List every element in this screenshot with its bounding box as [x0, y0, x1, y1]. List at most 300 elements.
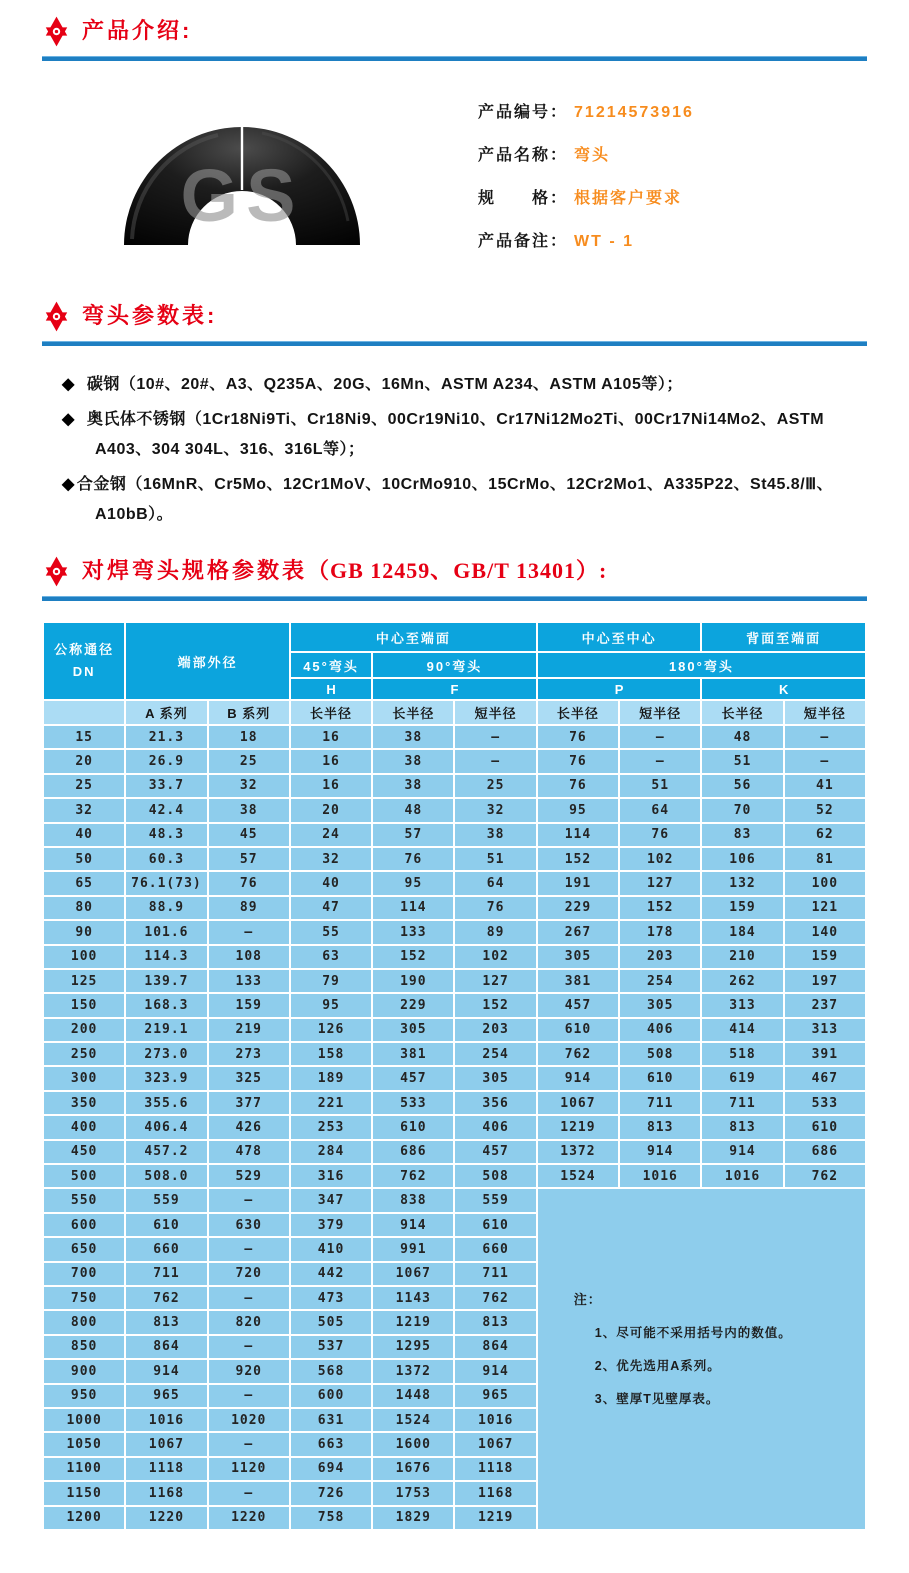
params-title: 弯头参数表:: [82, 303, 218, 329]
dn-cell: 25: [43, 774, 125, 798]
value-cell: 24: [290, 823, 372, 847]
value-cell: 26.9: [125, 749, 207, 773]
dn-cell: 80: [43, 896, 125, 920]
value-cell: 106: [701, 847, 783, 871]
value-cell: 619: [701, 1066, 783, 1090]
value-cell: 48.3: [125, 823, 207, 847]
value-cell: 762: [125, 1286, 207, 1310]
dn-cell: 300: [43, 1066, 125, 1090]
value-cell: 32: [290, 847, 372, 871]
table-row: [43, 1140, 866, 1164]
product-code-label: 产品编号：: [478, 104, 569, 121]
table-note-cell: [537, 1188, 866, 1529]
dn-unit: DN: [72, 664, 96, 679]
value-cell: 63: [290, 945, 372, 969]
dn-cell: 15: [43, 725, 125, 749]
value-cell: 820: [208, 1310, 290, 1334]
value-cell: 16: [290, 749, 372, 773]
materials-list: [42, 370, 867, 530]
value-cell: 64: [454, 871, 536, 895]
value-cell: 273.0: [125, 1042, 207, 1066]
value-cell: —: [208, 1335, 290, 1359]
value-cell: 76: [537, 749, 619, 773]
value-cell: 813: [125, 1310, 207, 1334]
value-cell: 21.3: [125, 725, 207, 749]
intro-section-head: [42, 16, 867, 47]
value-cell: 219.1: [125, 1018, 207, 1042]
value-cell: 473: [290, 1286, 372, 1310]
value-cell: 1016: [619, 1164, 701, 1188]
value-cell: 158: [290, 1042, 372, 1066]
dn-cell: 250: [43, 1042, 125, 1066]
table-row: [43, 1164, 866, 1188]
value-cell: 323.9: [125, 1066, 207, 1090]
value-cell: 221: [290, 1091, 372, 1115]
value-cell: 559: [125, 1188, 207, 1212]
dn-cell: 900: [43, 1359, 125, 1383]
dn-cell: 550: [43, 1188, 125, 1212]
subheader-cell: [43, 700, 125, 725]
dn-label: 公称通径: [54, 642, 115, 657]
value-cell: 478: [208, 1140, 290, 1164]
material-item-stainless-steel: [62, 405, 867, 465]
value-cell: 1676: [372, 1457, 454, 1481]
value-cell: 237: [784, 993, 866, 1017]
value-cell: 1118: [125, 1457, 207, 1481]
value-cell: 55: [290, 920, 372, 944]
value-cell: 610: [125, 1213, 207, 1237]
value-cell: 1016: [701, 1164, 783, 1188]
value-cell: 95: [290, 993, 372, 1017]
value-cell: 914: [537, 1066, 619, 1090]
value-cell: 159: [784, 945, 866, 969]
value-cell: 51: [701, 749, 783, 773]
value-cell: 313: [701, 993, 783, 1017]
subheader-cell: 长半径: [290, 700, 372, 725]
dn-cell: 65: [43, 871, 125, 895]
value-cell: 152: [372, 945, 454, 969]
value-cell: 762: [537, 1042, 619, 1066]
value-cell: 663: [290, 1432, 372, 1456]
product-name-label: 产品名称：: [478, 147, 569, 164]
value-cell: —: [208, 1188, 290, 1212]
col-header-center-to-center: 中心至中心: [537, 622, 702, 652]
value-cell: 533: [784, 1091, 866, 1115]
value-cell: 1168: [454, 1481, 536, 1505]
material-item-alloy-steel: [62, 470, 867, 530]
value-cell: 197: [784, 969, 866, 993]
value-cell: 660: [454, 1237, 536, 1261]
value-cell: 20: [290, 798, 372, 822]
value-cell: 1067: [372, 1262, 454, 1286]
table-row: [43, 920, 866, 944]
dn-cell: 1000: [43, 1408, 125, 1432]
value-cell: 1067: [125, 1432, 207, 1456]
value-cell: 1829: [372, 1506, 454, 1530]
value-cell: 267: [537, 920, 619, 944]
value-cell: 377: [208, 1091, 290, 1115]
value-cell: 152: [537, 847, 619, 871]
col-header-center-to-end: 中心至端面: [290, 622, 537, 652]
value-cell: —: [208, 1481, 290, 1505]
value-cell: 229: [537, 896, 619, 920]
spec-section-head: [42, 556, 867, 587]
value-cell: —: [208, 1384, 290, 1408]
value-cell: 219: [208, 1018, 290, 1042]
dn-cell: 1200: [43, 1506, 125, 1530]
value-cell: 630: [208, 1213, 290, 1237]
dn-cell: 20: [43, 749, 125, 773]
material-text: 合金钢（16MnR、Cr5Mo、12Cr1MoV、10CrMo910、15CrMo、12Cr2Mo1、A335P22、St45.8/Ⅲ、: [76, 476, 834, 493]
value-cell: 38: [372, 774, 454, 798]
value-cell: 568: [290, 1359, 372, 1383]
value-cell: 1524: [372, 1408, 454, 1432]
value-cell: 284: [290, 1140, 372, 1164]
value-cell: 711: [125, 1262, 207, 1286]
value-cell: 508: [619, 1042, 701, 1066]
value-cell: 762: [454, 1286, 536, 1310]
value-cell: —: [454, 749, 536, 773]
value-cell: 537: [290, 1335, 372, 1359]
dn-cell: 40: [43, 823, 125, 847]
dn-cell: 650: [43, 1237, 125, 1261]
value-cell: 305: [537, 945, 619, 969]
table-row: [43, 1091, 866, 1115]
value-cell: 356: [454, 1091, 536, 1115]
value-cell: 57: [208, 847, 290, 871]
value-cell: 18: [208, 725, 290, 749]
value-cell: 101.6: [125, 920, 207, 944]
value-cell: 76.1(73): [125, 871, 207, 895]
value-cell: 64: [619, 798, 701, 822]
value-cell: 81: [784, 847, 866, 871]
value-cell: 711: [701, 1091, 783, 1115]
value-cell: 33.7: [125, 774, 207, 798]
value-cell: 41: [784, 774, 866, 798]
product-spec-row: [478, 189, 694, 209]
dn-cell: 150: [43, 993, 125, 1017]
value-cell: 152: [619, 896, 701, 920]
dn-cell: 32: [43, 798, 125, 822]
table-row: [43, 1115, 866, 1139]
value-cell: 1220: [125, 1506, 207, 1530]
value-cell: 762: [372, 1164, 454, 1188]
value-cell: 316: [290, 1164, 372, 1188]
value-cell: 813: [701, 1115, 783, 1139]
value-cell: 1219: [454, 1506, 536, 1530]
value-cell: 45: [208, 823, 290, 847]
value-cell: 190: [372, 969, 454, 993]
value-cell: 1600: [372, 1432, 454, 1456]
spec-title: [82, 558, 607, 584]
value-cell: 140: [784, 920, 866, 944]
dn-cell: 1150: [43, 1481, 125, 1505]
value-cell: 62: [784, 823, 866, 847]
product-spec-value: 根据客户要求: [574, 190, 683, 207]
value-cell: 914: [454, 1359, 536, 1383]
value-cell: 42.4: [125, 798, 207, 822]
table-row: [43, 871, 866, 895]
material-text: 碳钢（10#、20#、A3、Q235A、20G、16Mn、ASTM A234、ASTM A105等）；: [86, 376, 683, 393]
value-cell: 920: [208, 1359, 290, 1383]
value-cell: 711: [454, 1262, 536, 1286]
value-cell: 79: [290, 969, 372, 993]
value-cell: 70: [701, 798, 783, 822]
value-cell: 76: [454, 896, 536, 920]
table-row: [43, 945, 866, 969]
material-text-continued: A10bB）。: [95, 506, 174, 523]
dn-cell: 700: [43, 1262, 125, 1286]
product-code-value: 71214573916: [574, 104, 694, 121]
subheader-cell: 短半径: [784, 700, 866, 725]
value-cell: 1219: [537, 1115, 619, 1139]
table-row: [43, 993, 866, 1017]
note-title: 注：: [573, 1292, 602, 1308]
table-row: [43, 725, 866, 749]
value-cell: 610: [619, 1066, 701, 1090]
value-cell: 38: [372, 749, 454, 773]
value-cell: 711: [619, 1091, 701, 1115]
value-cell: 51: [619, 774, 701, 798]
value-cell: 426: [208, 1115, 290, 1139]
value-cell: 108: [208, 945, 290, 969]
value-cell: 1016: [125, 1408, 207, 1432]
value-cell: 442: [290, 1262, 372, 1286]
value-cell: 210: [701, 945, 783, 969]
value-cell: 457: [372, 1066, 454, 1090]
value-cell: —: [208, 1286, 290, 1310]
value-cell: 40: [290, 871, 372, 895]
value-cell: 56: [701, 774, 783, 798]
col-header-back-to-end: 背面至端面: [701, 622, 866, 652]
material-text: 奥氏体不锈钢（1Cr18Ni9Ti、Cr18Ni9、00Cr19Ni10、Cr17Ni12Mo2Ti、00Cr17Ni14Mo2、ASTM: [86, 411, 825, 428]
value-cell: 914: [619, 1140, 701, 1164]
value-cell: 305: [372, 1018, 454, 1042]
dn-cell: 1100: [43, 1457, 125, 1481]
table-row: [43, 1018, 866, 1042]
col-header-h: H: [290, 678, 372, 700]
value-cell: 414: [701, 1018, 783, 1042]
subheader-cell: B 系列: [208, 700, 290, 725]
value-cell: 610: [454, 1213, 536, 1237]
value-cell: 914: [125, 1359, 207, 1383]
value-cell: 518: [701, 1042, 783, 1066]
value-cell: 95: [537, 798, 619, 822]
value-cell: 313: [784, 1018, 866, 1042]
value-cell: 139.7: [125, 969, 207, 993]
value-cell: 253: [290, 1115, 372, 1139]
value-cell: —: [784, 749, 866, 773]
value-cell: 1120: [208, 1457, 290, 1481]
value-cell: 686: [784, 1140, 866, 1164]
value-cell: 102: [619, 847, 701, 871]
value-cell: 133: [372, 920, 454, 944]
value-cell: 325: [208, 1066, 290, 1090]
header-row-1: [43, 622, 866, 652]
product-spec-label: 规 格：: [478, 190, 569, 207]
value-cell: 133: [208, 969, 290, 993]
value-cell: 83: [701, 823, 783, 847]
value-cell: 631: [290, 1408, 372, 1432]
value-cell: 132: [701, 871, 783, 895]
value-cell: 76: [619, 823, 701, 847]
value-cell: 25: [454, 774, 536, 798]
value-cell: 76: [537, 725, 619, 749]
value-cell: 533: [372, 1091, 454, 1115]
product-code-row: [478, 103, 694, 123]
value-cell: 1143: [372, 1286, 454, 1310]
value-cell: 813: [454, 1310, 536, 1334]
dn-cell: 750: [43, 1286, 125, 1310]
value-cell: 660: [125, 1237, 207, 1261]
subheader-cell: 长半径: [701, 700, 783, 725]
value-cell: 1448: [372, 1384, 454, 1408]
value-cell: 726: [290, 1481, 372, 1505]
value-cell: 600: [290, 1384, 372, 1408]
value-cell: 965: [125, 1384, 207, 1408]
value-cell: 126: [290, 1018, 372, 1042]
value-cell: 114: [537, 823, 619, 847]
material-item-carbon-steel: [62, 370, 867, 400]
subheader-cell: 短半径: [619, 700, 701, 725]
dn-cell: 850: [43, 1335, 125, 1359]
value-cell: 457: [537, 993, 619, 1017]
value-cell: 305: [619, 993, 701, 1017]
product-remark-row: [478, 232, 694, 252]
table-row: [43, 969, 866, 993]
elbow-spec-table: [42, 621, 867, 1531]
value-cell: 391: [784, 1042, 866, 1066]
value-cell: 25: [208, 749, 290, 773]
value-cell: —: [619, 725, 701, 749]
value-cell: 991: [372, 1237, 454, 1261]
value-cell: 229: [372, 993, 454, 1017]
value-cell: 355.6: [125, 1091, 207, 1115]
value-cell: 57: [372, 823, 454, 847]
intro-title: 产品介绍:: [82, 18, 193, 44]
value-cell: 1295: [372, 1335, 454, 1359]
value-cell: 32: [454, 798, 536, 822]
value-cell: 38: [372, 725, 454, 749]
value-cell: 48: [701, 725, 783, 749]
value-cell: 406.4: [125, 1115, 207, 1139]
spec-table-head: [43, 622, 866, 700]
dn-cell: 125: [43, 969, 125, 993]
value-cell: 406: [454, 1115, 536, 1139]
value-cell: 758: [290, 1506, 372, 1530]
value-cell: 410: [290, 1237, 372, 1261]
value-cell: 508: [454, 1164, 536, 1188]
value-cell: 762: [784, 1164, 866, 1188]
subheader-cell: 长半径: [537, 700, 619, 725]
value-cell: 610: [372, 1115, 454, 1139]
dn-cell: 1050: [43, 1432, 125, 1456]
dn-cell: 100: [43, 945, 125, 969]
value-cell: 254: [454, 1042, 536, 1066]
table-row: [43, 1042, 866, 1066]
value-cell: 203: [619, 945, 701, 969]
diamond-bullet-icon: ◆: [62, 376, 75, 393]
value-cell: 1372: [537, 1140, 619, 1164]
value-cell: 60.3: [125, 847, 207, 871]
value-cell: 1067: [537, 1091, 619, 1115]
value-cell: 127: [454, 969, 536, 993]
value-cell: 38: [454, 823, 536, 847]
value-cell: —: [619, 749, 701, 773]
col-header-180-elbow: 180°弯头: [537, 652, 866, 678]
col-header-end-od: 端部外径: [125, 622, 290, 700]
value-cell: 88.9: [125, 896, 207, 920]
value-cell: 1524: [537, 1164, 619, 1188]
value-cell: 152: [454, 993, 536, 1017]
value-cell: 114.3: [125, 945, 207, 969]
params-rule: [42, 341, 867, 346]
value-cell: 16: [290, 725, 372, 749]
product-name-row: [478, 146, 694, 166]
value-cell: 52: [784, 798, 866, 822]
value-cell: 381: [372, 1042, 454, 1066]
value-cell: 379: [290, 1213, 372, 1237]
dn-cell: 400: [43, 1115, 125, 1139]
product-intro-area: [42, 89, 867, 301]
value-cell: 1753: [372, 1481, 454, 1505]
value-cell: 720: [208, 1262, 290, 1286]
value-cell: 813: [619, 1115, 701, 1139]
elbow-fitting-image: [102, 89, 382, 265]
table-row: [43, 847, 866, 871]
intro-rule: [42, 56, 867, 61]
product-remark-value: WT - 1: [574, 233, 635, 250]
value-cell: 508.0: [125, 1164, 207, 1188]
value-cell: 457.2: [125, 1140, 207, 1164]
value-cell: 273: [208, 1042, 290, 1066]
value-cell: 76: [208, 871, 290, 895]
diamond-bullet-icon: ◆: [62, 476, 75, 493]
value-cell: —: [454, 725, 536, 749]
value-cell: 914: [372, 1213, 454, 1237]
value-cell: 191: [537, 871, 619, 895]
value-cell: 76: [372, 847, 454, 871]
value-cell: 1220: [208, 1506, 290, 1530]
dn-cell: 200: [43, 1018, 125, 1042]
value-cell: —: [784, 725, 866, 749]
value-cell: 610: [537, 1018, 619, 1042]
value-cell: 610: [784, 1115, 866, 1139]
dn-cell: 350: [43, 1091, 125, 1115]
table-row: [43, 823, 866, 847]
value-cell: 89: [454, 920, 536, 944]
value-cell: 864: [125, 1335, 207, 1359]
value-cell: 694: [290, 1457, 372, 1481]
value-cell: 864: [454, 1335, 536, 1359]
value-cell: 32: [208, 774, 290, 798]
value-cell: 76: [537, 774, 619, 798]
value-cell: 1020: [208, 1408, 290, 1432]
table-row: [43, 798, 866, 822]
note-item: 2、优先选用A系列。: [594, 1359, 721, 1374]
value-cell: —: [208, 1432, 290, 1456]
product-remark-label: 产品备注：: [478, 233, 569, 250]
col-header-p: P: [537, 678, 702, 700]
value-cell: 203: [454, 1018, 536, 1042]
value-cell: 189: [290, 1066, 372, 1090]
value-cell: 914: [701, 1140, 783, 1164]
value-cell: 121: [784, 896, 866, 920]
spec-rule: [42, 596, 867, 601]
dn-cell: 600: [43, 1213, 125, 1237]
product-name-value: 弯头: [574, 147, 611, 164]
value-cell: 127: [619, 871, 701, 895]
